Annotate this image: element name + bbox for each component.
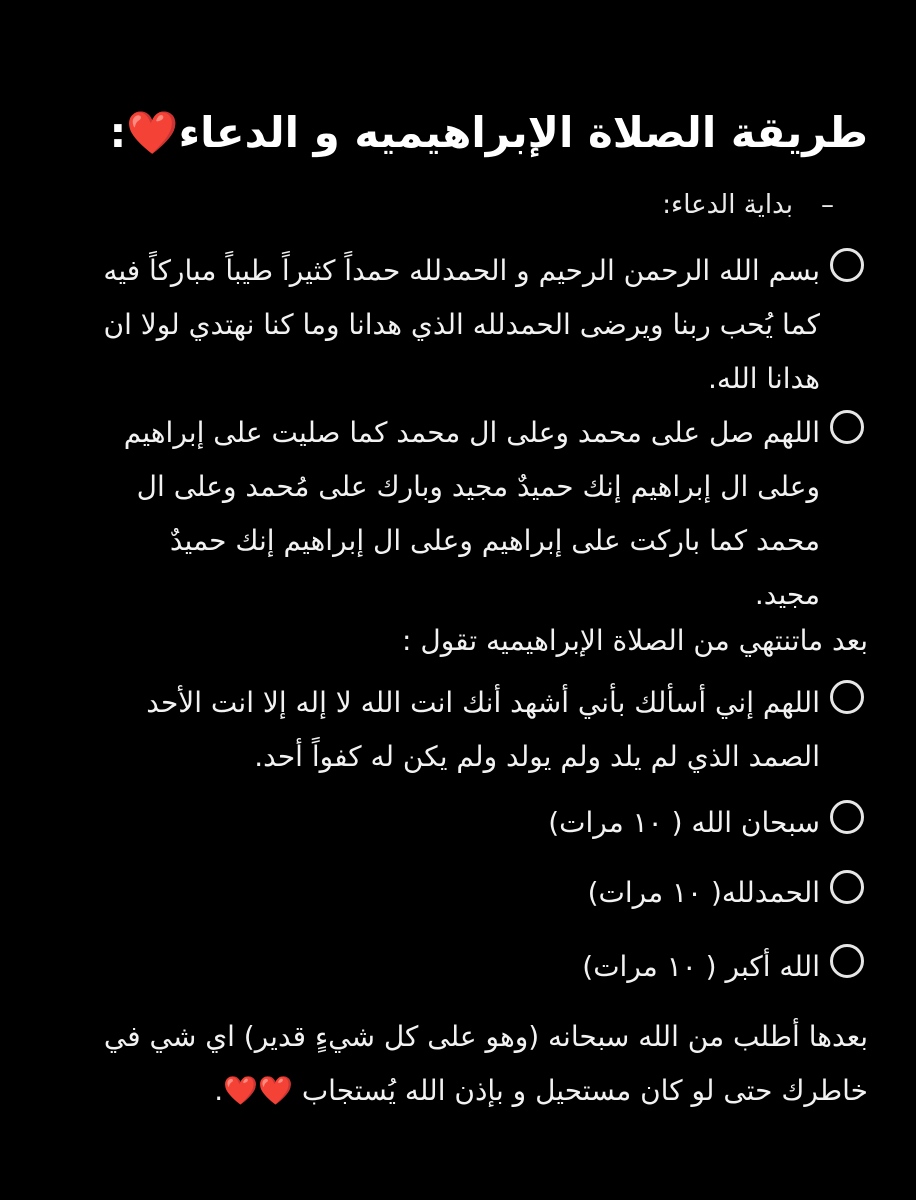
intro-line: [662, 190, 834, 220]
list-item: [100, 676, 820, 784]
list-item: [100, 940, 820, 994]
circle-icon[interactable]: [830, 410, 864, 444]
intro-text: بداية الدعاء:: [662, 190, 793, 220]
circle-icon[interactable]: [830, 870, 864, 904]
title-text: طريقة الصلاة الإبراهيميه و الدعاء: [178, 108, 868, 157]
page-title: [110, 108, 868, 158]
item-text: اللهم صل على محمد وعلى ال محمد كما صليت على إبراهيم وعلى ال إبراهيم إنك حميدٌ مجيد وبارك على مُحمد وعلى ال محمد كما باركت على إبراهيم وعلى ال إبراهيم إنك حميدٌ مجيد.: [123, 416, 820, 611]
item-text: الله أكبر ( ١٠ مرات): [582, 950, 820, 983]
dash-bullet: –: [821, 190, 834, 220]
item-text: سبحان الله ( ١٠ مرات): [548, 806, 820, 839]
closing-period: .: [214, 1074, 224, 1107]
list-item: [100, 796, 820, 850]
closing-text: [58, 1010, 868, 1118]
list-item: [100, 406, 820, 622]
list-item: [100, 244, 820, 406]
item-text: الحمدلله( ١٠ مرات): [587, 876, 820, 909]
closing-body: بعدها أطلب من الله سبحانه (وهو على كل شيءٍ قدير) اي شي في خاطرك حتى لو كان مستحيل و بإذن الله يُستجاب: [103, 1020, 868, 1107]
after-salah-text: بعد ماتنتهي من الصلاة الإبراهيميه تقول :: [402, 624, 868, 657]
circle-icon[interactable]: [830, 680, 864, 714]
heart-icon: ❤️❤️: [223, 1074, 293, 1107]
circle-icon[interactable]: [830, 248, 864, 282]
list-item: [100, 866, 820, 920]
heart-icon: ❤️: [126, 108, 179, 157]
circle-icon[interactable]: [830, 800, 864, 834]
item-text: اللهم إني أسألك بأني أشهد أنك انت الله لا إله إلا انت الأحد الصمد الذي لم يلد ولم يولد ولم يكن له كفواً أحد.: [146, 686, 820, 773]
item-text: بسم الله الرحمن الرحيم و الحمدلله حمداً كثيراً طيباً مباركاً فيه كما يُحب ربنا ويرضى الحمدلله الذي هدانا وما كنا نهتدي لولا ان هدانا الله.: [103, 254, 820, 395]
circle-icon[interactable]: [830, 944, 864, 978]
title-colon: :: [109, 108, 127, 157]
